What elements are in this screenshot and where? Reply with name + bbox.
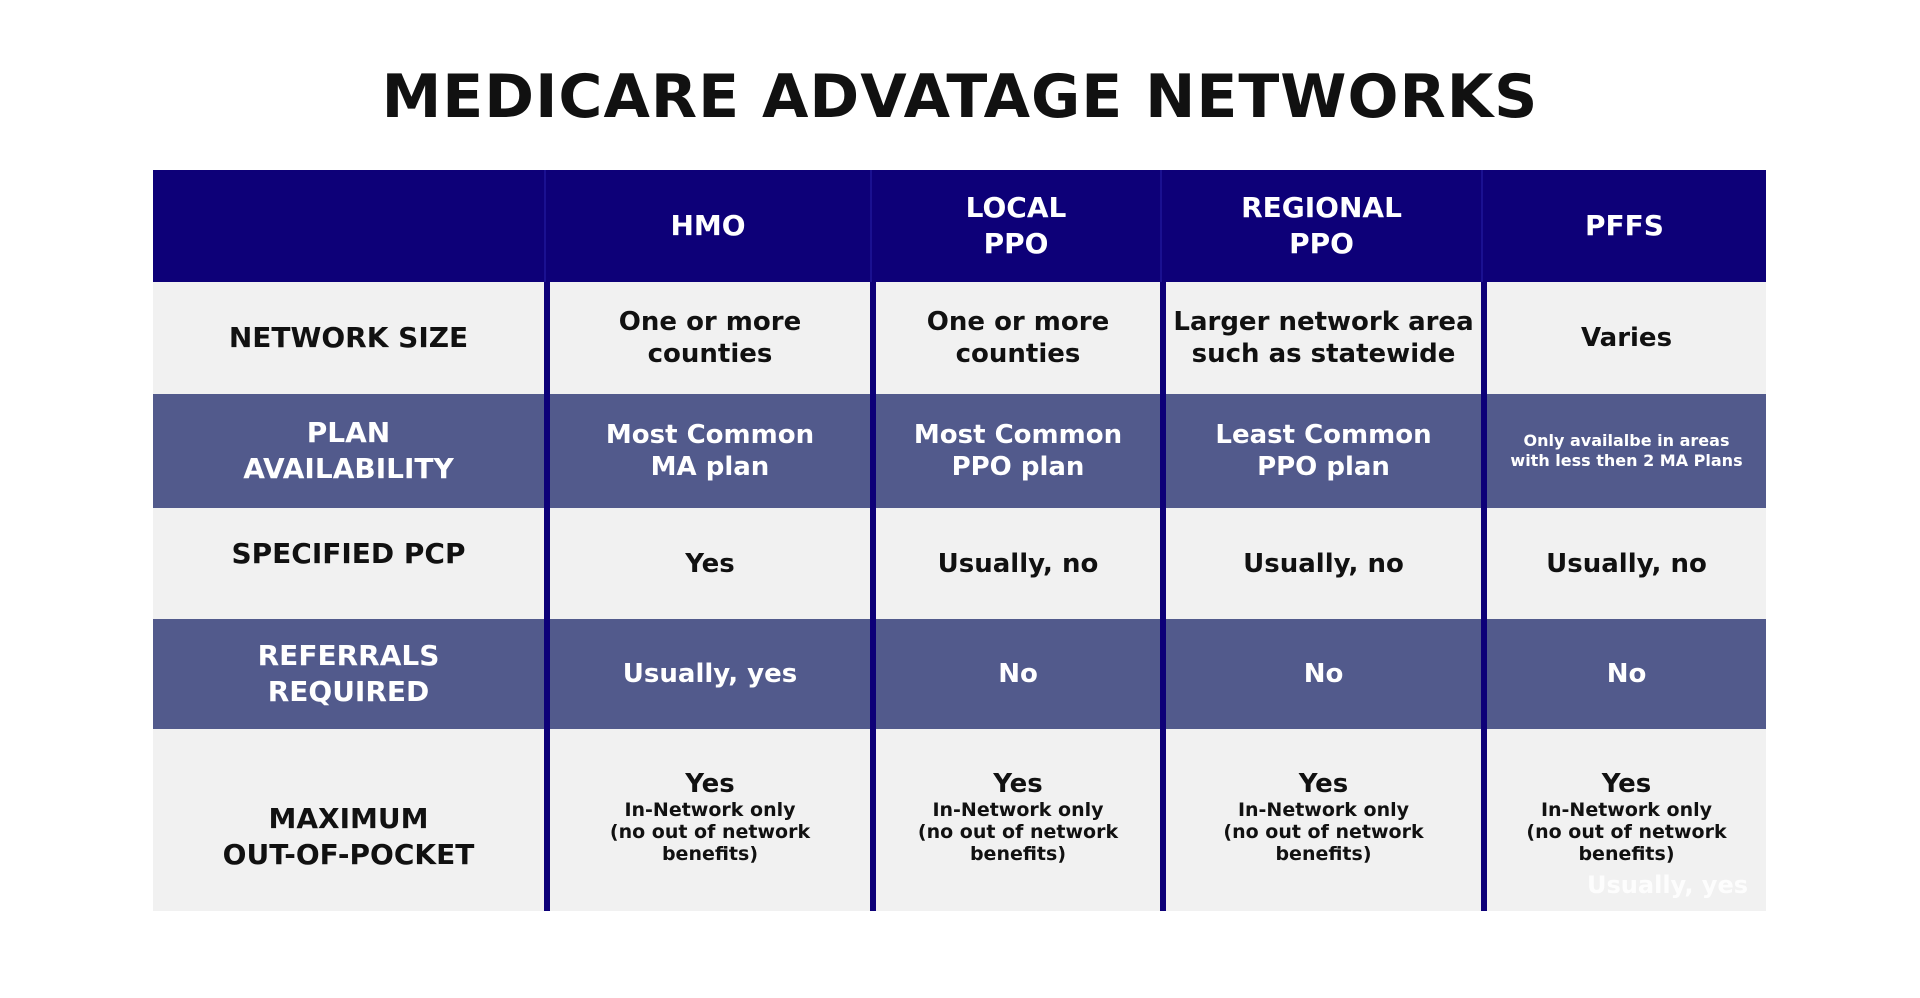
row-label-specified-pcp: SPECIFIED PCP [153,508,544,619]
row-label-plan-availability: PLAN AVAILABILITY [153,394,544,508]
table-cell [1481,729,1766,911]
table-cell: No [870,619,1160,729]
cell-note: In-Network only (no out of network benefits) [609,799,811,865]
table-cell: Usually, no [1160,508,1481,619]
page-title: MEDICARE ADVATAGE NETWORKS [381,62,1539,132]
table-cell: Varies [1481,282,1766,394]
header-regional-ppo: REGIONAL PPO [1160,170,1481,282]
table-cell [1160,729,1481,911]
header-pffs: PFFS [1481,170,1766,282]
table-cell: Larger network area such as statewide [1160,282,1481,394]
table-cell: Most Common MA plan [544,394,870,508]
cell-main-value: Yes [1601,769,1652,799]
row-label-network-size: NETWORK SIZE [153,282,544,394]
table-cell: Most Common PPO plan [870,394,1160,508]
table-cell: Usually, no [870,508,1160,619]
cell-note: In-Network only (no out of network benefits) [917,799,1119,865]
table-cell [544,729,870,911]
table-cell: One or more counties [544,282,870,394]
cell-main-value: Yes [685,769,735,799]
cell-main-value: Yes [1298,769,1349,799]
table-cell: Least Common PPO plan [1160,394,1481,508]
cell-main-value: Yes [993,769,1043,799]
header-local-ppo: LOCAL PPO [870,170,1160,282]
cell-note: In-Network only (no out of network benefits) [1526,799,1727,865]
table-cell: No [1481,619,1766,729]
table-cell: Yes [544,508,870,619]
header-blank-cell [153,170,544,282]
table-cell: One or more counties [870,282,1160,394]
table-cell [870,729,1160,911]
overlay-text: Usually, yes [1587,871,1748,899]
row-label-referrals-required: REFERRALS REQUIRED [153,619,544,729]
table-cell: Only availalbe in areas with less then 2 MA Plans [1481,394,1766,508]
cell-note: In-Network only (no out of network benefits) [1223,799,1424,865]
table-cell: Usually, yes [544,619,870,729]
row-label-maximum-out-of-pocket: MAXIMUM OUT-OF-POCKET [153,729,544,911]
table-cell: No [1160,619,1481,729]
table-cell: Usually, no [1481,508,1766,619]
comparison-table [153,170,1766,911]
header-hmo: HMO [544,170,870,282]
